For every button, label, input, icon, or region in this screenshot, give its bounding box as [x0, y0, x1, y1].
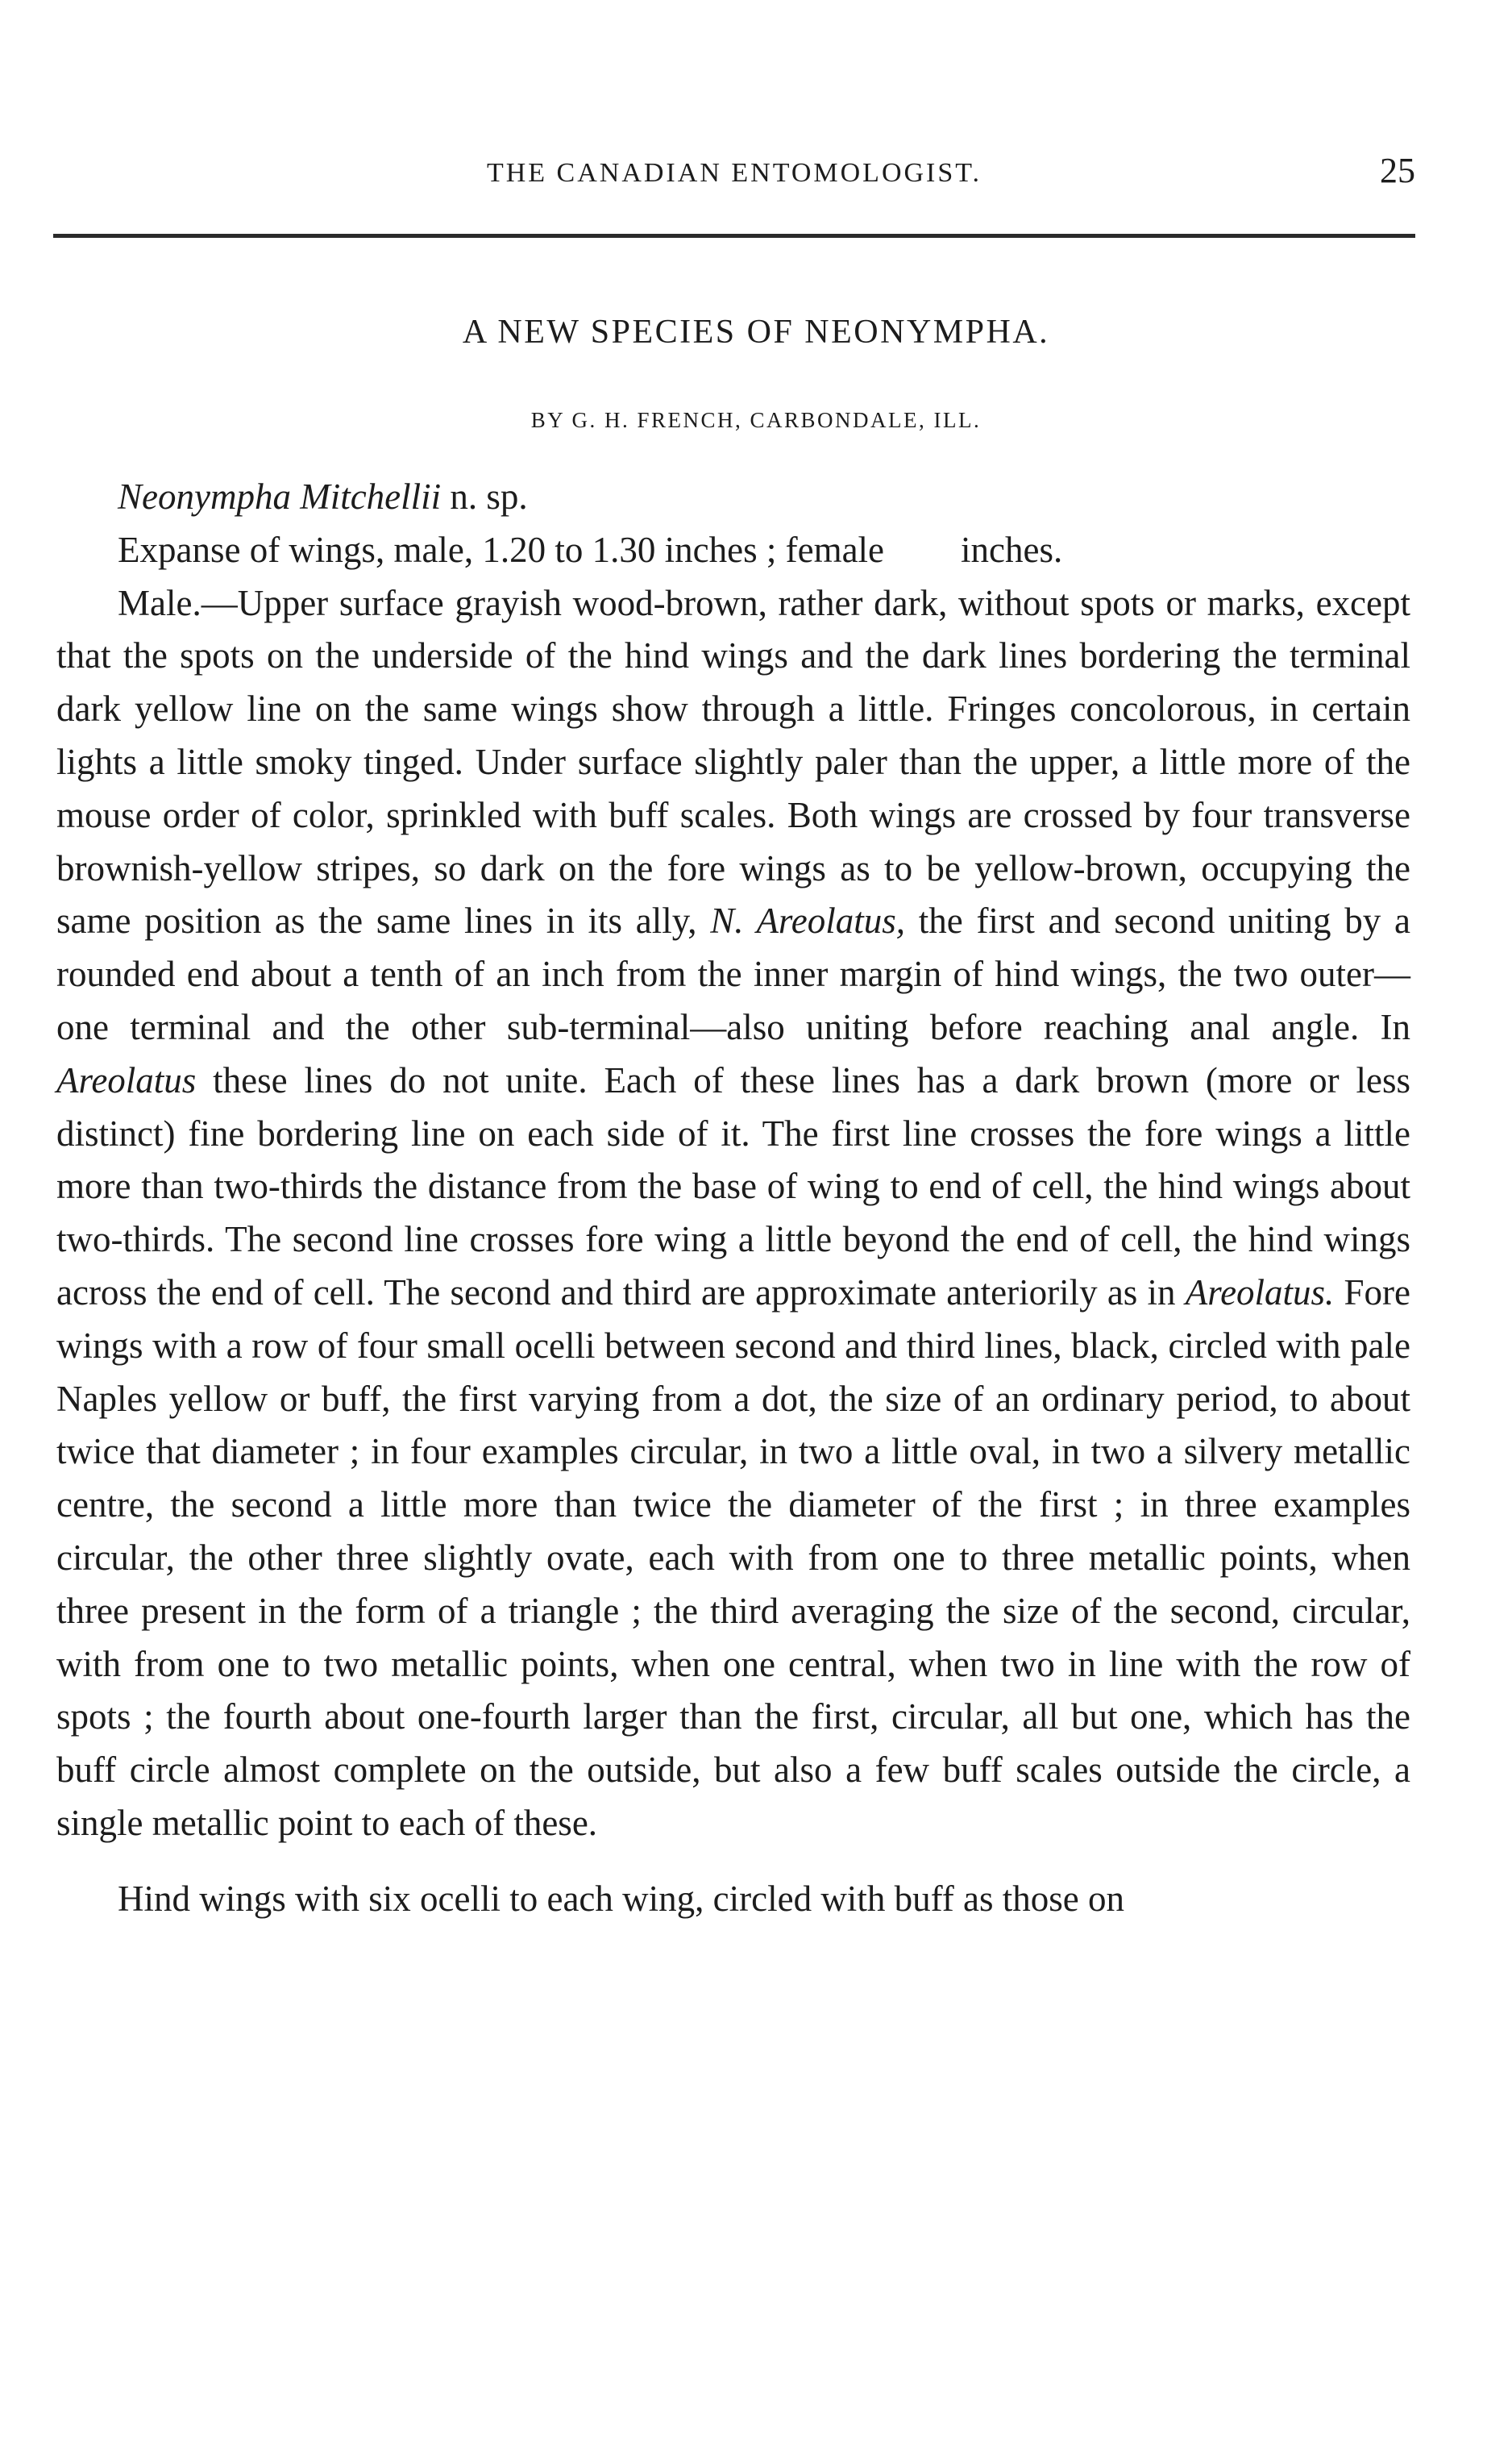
expanse-tail: inches.: [961, 529, 1063, 570]
male-description-paragraph: [56, 577, 1410, 1850]
page-number: 25: [1380, 151, 1415, 190]
hind-wings-paragraph: Hind wings with six ocelli to each wing, circled with buff as those on: [118, 1878, 1124, 1919]
running-head: [53, 150, 1415, 198]
male-text-2: the first and second uniting by a rounded end about a tenth of an inch from the inner margin of hind wings, the two outer—one terminal and the other sub-terminal—also uniting before reaching anal angle. In: [56, 901, 1410, 1047]
species-line: [56, 471, 1410, 524]
species-suffix: n. sp.: [441, 476, 528, 517]
article-title: A NEW SPECIES OF NEONYMPHA.: [462, 314, 1050, 351]
male-ref-1: N. Areolatus,: [710, 901, 906, 942]
expanse-lead: Expanse of wings, male, 1.20 to 1.30 inches ; female: [118, 529, 885, 570]
species-name: Neonympha Mitchellii: [118, 476, 442, 517]
male-text-3: these lines do not unite. Each of these lines has a dark brown (more or less distinct) fine bordering line on each side of it. The first line crosses the fore wings a little more than two-thirds the distance from the base of wing to end of cell, the hind wings about two-thirds. The second line crosses fore wing a little beyond the end of cell, the hind wings across the end of cell. The second and third are approximate anteriorily as in: [56, 1059, 1410, 1313]
expanse-line: [56, 524, 1410, 577]
article-body: [56, 471, 1410, 1926]
article-byline: BY G. H. FRENCH, CARBONDALE, ILL.: [530, 408, 982, 432]
male-text-1: Male.—Upper surface grayish wood-brown, rather dark, without spots or marks, except that the spots on the underside of the hind wings and the dark lines bordering the terminal dark yellow line on the same wings show through a little. Fringes concolorous, in certain lights a little smoky tinged. Under surface slightly paler than the upper, a little more of the mouse order of color, sprinkled with buff scales. Both wings are crossed by four transverse brownish-yellow stripes, so dark on the fore wings as to be yellow-brown, occupying the same position as the same lines in its ally,: [56, 582, 1410, 942]
header-rule: [53, 234, 1415, 238]
male-ref-2: Areolatus: [56, 1059, 197, 1101]
male-ref-3: Areolatus.: [1185, 1271, 1335, 1313]
male-text-4: Fore wings with a row of four small ocelli between second and third lines, black, circled with pale Naples yellow or buff, the first varying from a dot, the size of an ordinary period, to about twice that diameter ; in four examples circular, in two a little oval, in two a silvery metallic centre, the second a little more than twice the diameter of the first ; in three examples circular, the other three slightly ovate, each with from one to three metallic points, when three present in the form of a triangle ; the third averaging the size of the second, circular, with from one to two metallic points, when one central, when two in line with the row of spots ; the fourth about one-fourth larger than the first, circular, all but one, which has the buff circle almost complete on the outside, but also a few buff scales outside the circle, a single metallic point to each of these.: [56, 1271, 1410, 1843]
journal-title: THE CANADIAN ENTOMOLOGIST.: [486, 158, 982, 188]
